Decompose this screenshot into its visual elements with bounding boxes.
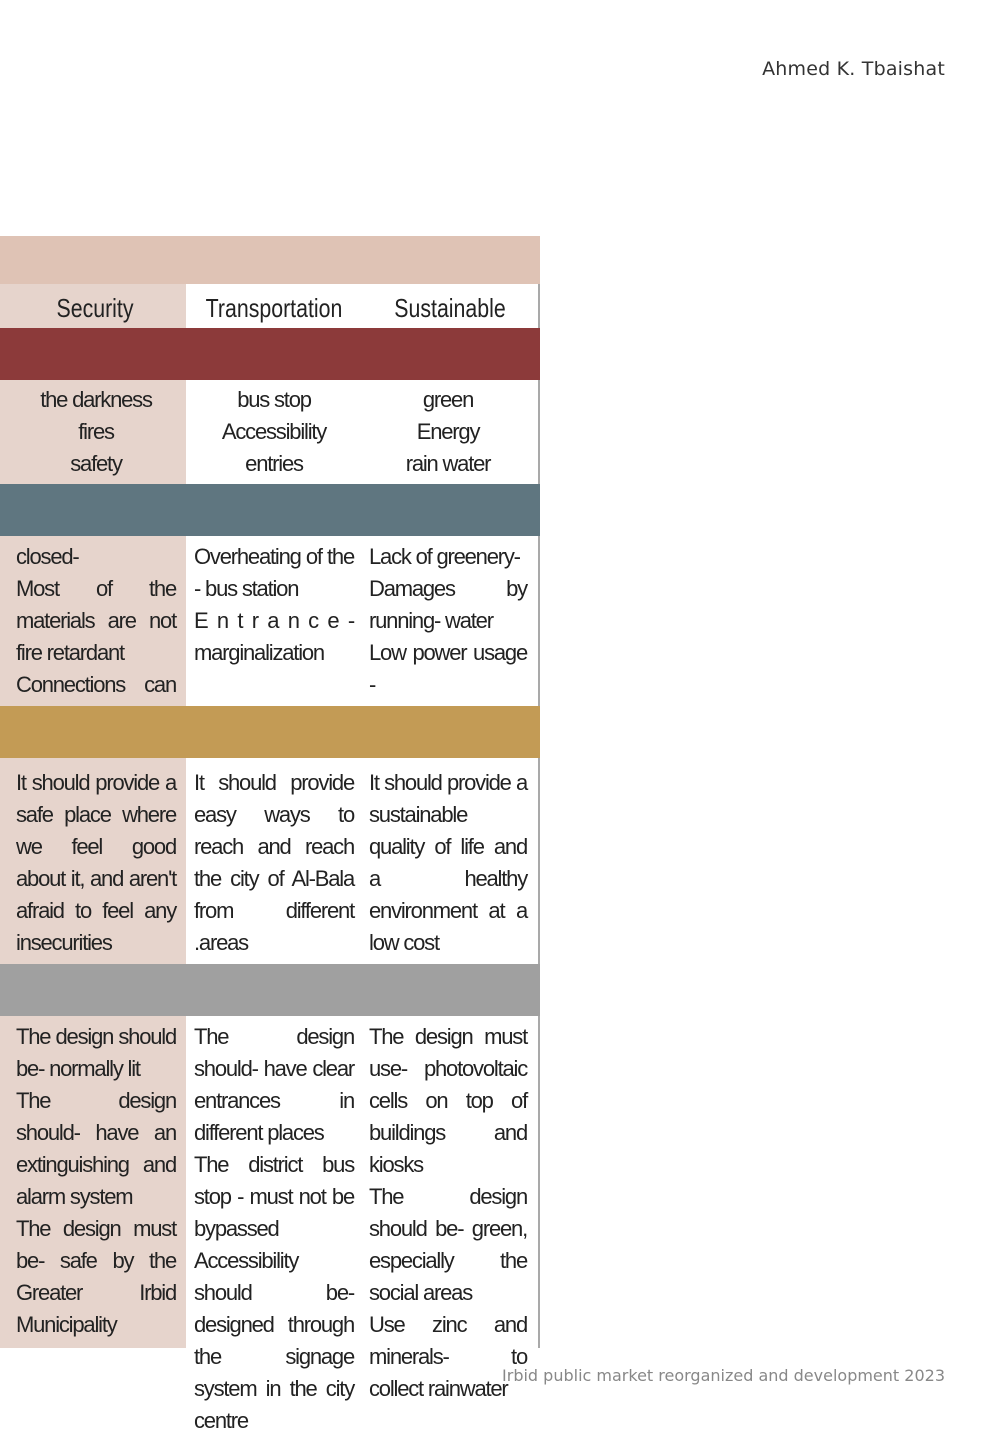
section-band-problems (0, 484, 540, 536)
section-band-requirements (0, 964, 540, 1016)
column-header-transportation: Transportation (205, 292, 343, 323)
footer-caption: Irbid public market reorganized and development 2023 (502, 1366, 945, 1385)
topics-sustainable: green Energy rain water (405, 387, 491, 476)
problems-sustainable: Lack of greenery- Damages by running- water Low power usage - (369, 544, 527, 697)
problems-security: closed- Most of the materials are not fire retardant Connections can (16, 544, 176, 697)
column-header-security: Security (56, 292, 134, 323)
topics-transportation: bus stop Accessibility entries (221, 387, 327, 476)
column-header-sustainable: Sustainable (394, 292, 506, 323)
requirements-transportation: The design should- have clear entrances in different places The district bus stop - must not be bypassed Accessibility should be- designed through the signage system in the city centre (194, 1024, 354, 1433)
goal-transportation: It should provide easy ways to reach and reach the city of Al-Bala from different .areas (194, 770, 354, 955)
requirements-security: The design should be- normally lit The design should- have an extinguishing and alarm system The design must be- safe by the Greater Irbid Municipality (16, 1024, 176, 1337)
goal-sustainable: It should provide a sustainable quality of life and a healthy environment at a low cost (369, 770, 527, 955)
requirements-table (0, 236, 540, 1433)
author-name: Ahmed K. Tbaishat (762, 58, 945, 80)
requirements-sustainable: The design must use- photovoltaic cells on top of buildings and kiosks The design should be- green, especially the social areas Use zinc and minerals- to collect rainwater (369, 1024, 527, 1401)
topics-security: the darkness fires safety (40, 387, 152, 476)
goal-security: It should provide a safe place where we feel good about it, and aren't afraid to feel any insecurities (16, 770, 176, 955)
section-band-goals (0, 706, 540, 758)
table-top-band (0, 236, 540, 284)
section-band-topics (0, 328, 540, 380)
problems-transportation: Overheating of the - bus station E n t r a n c e - marginalization (194, 544, 354, 665)
